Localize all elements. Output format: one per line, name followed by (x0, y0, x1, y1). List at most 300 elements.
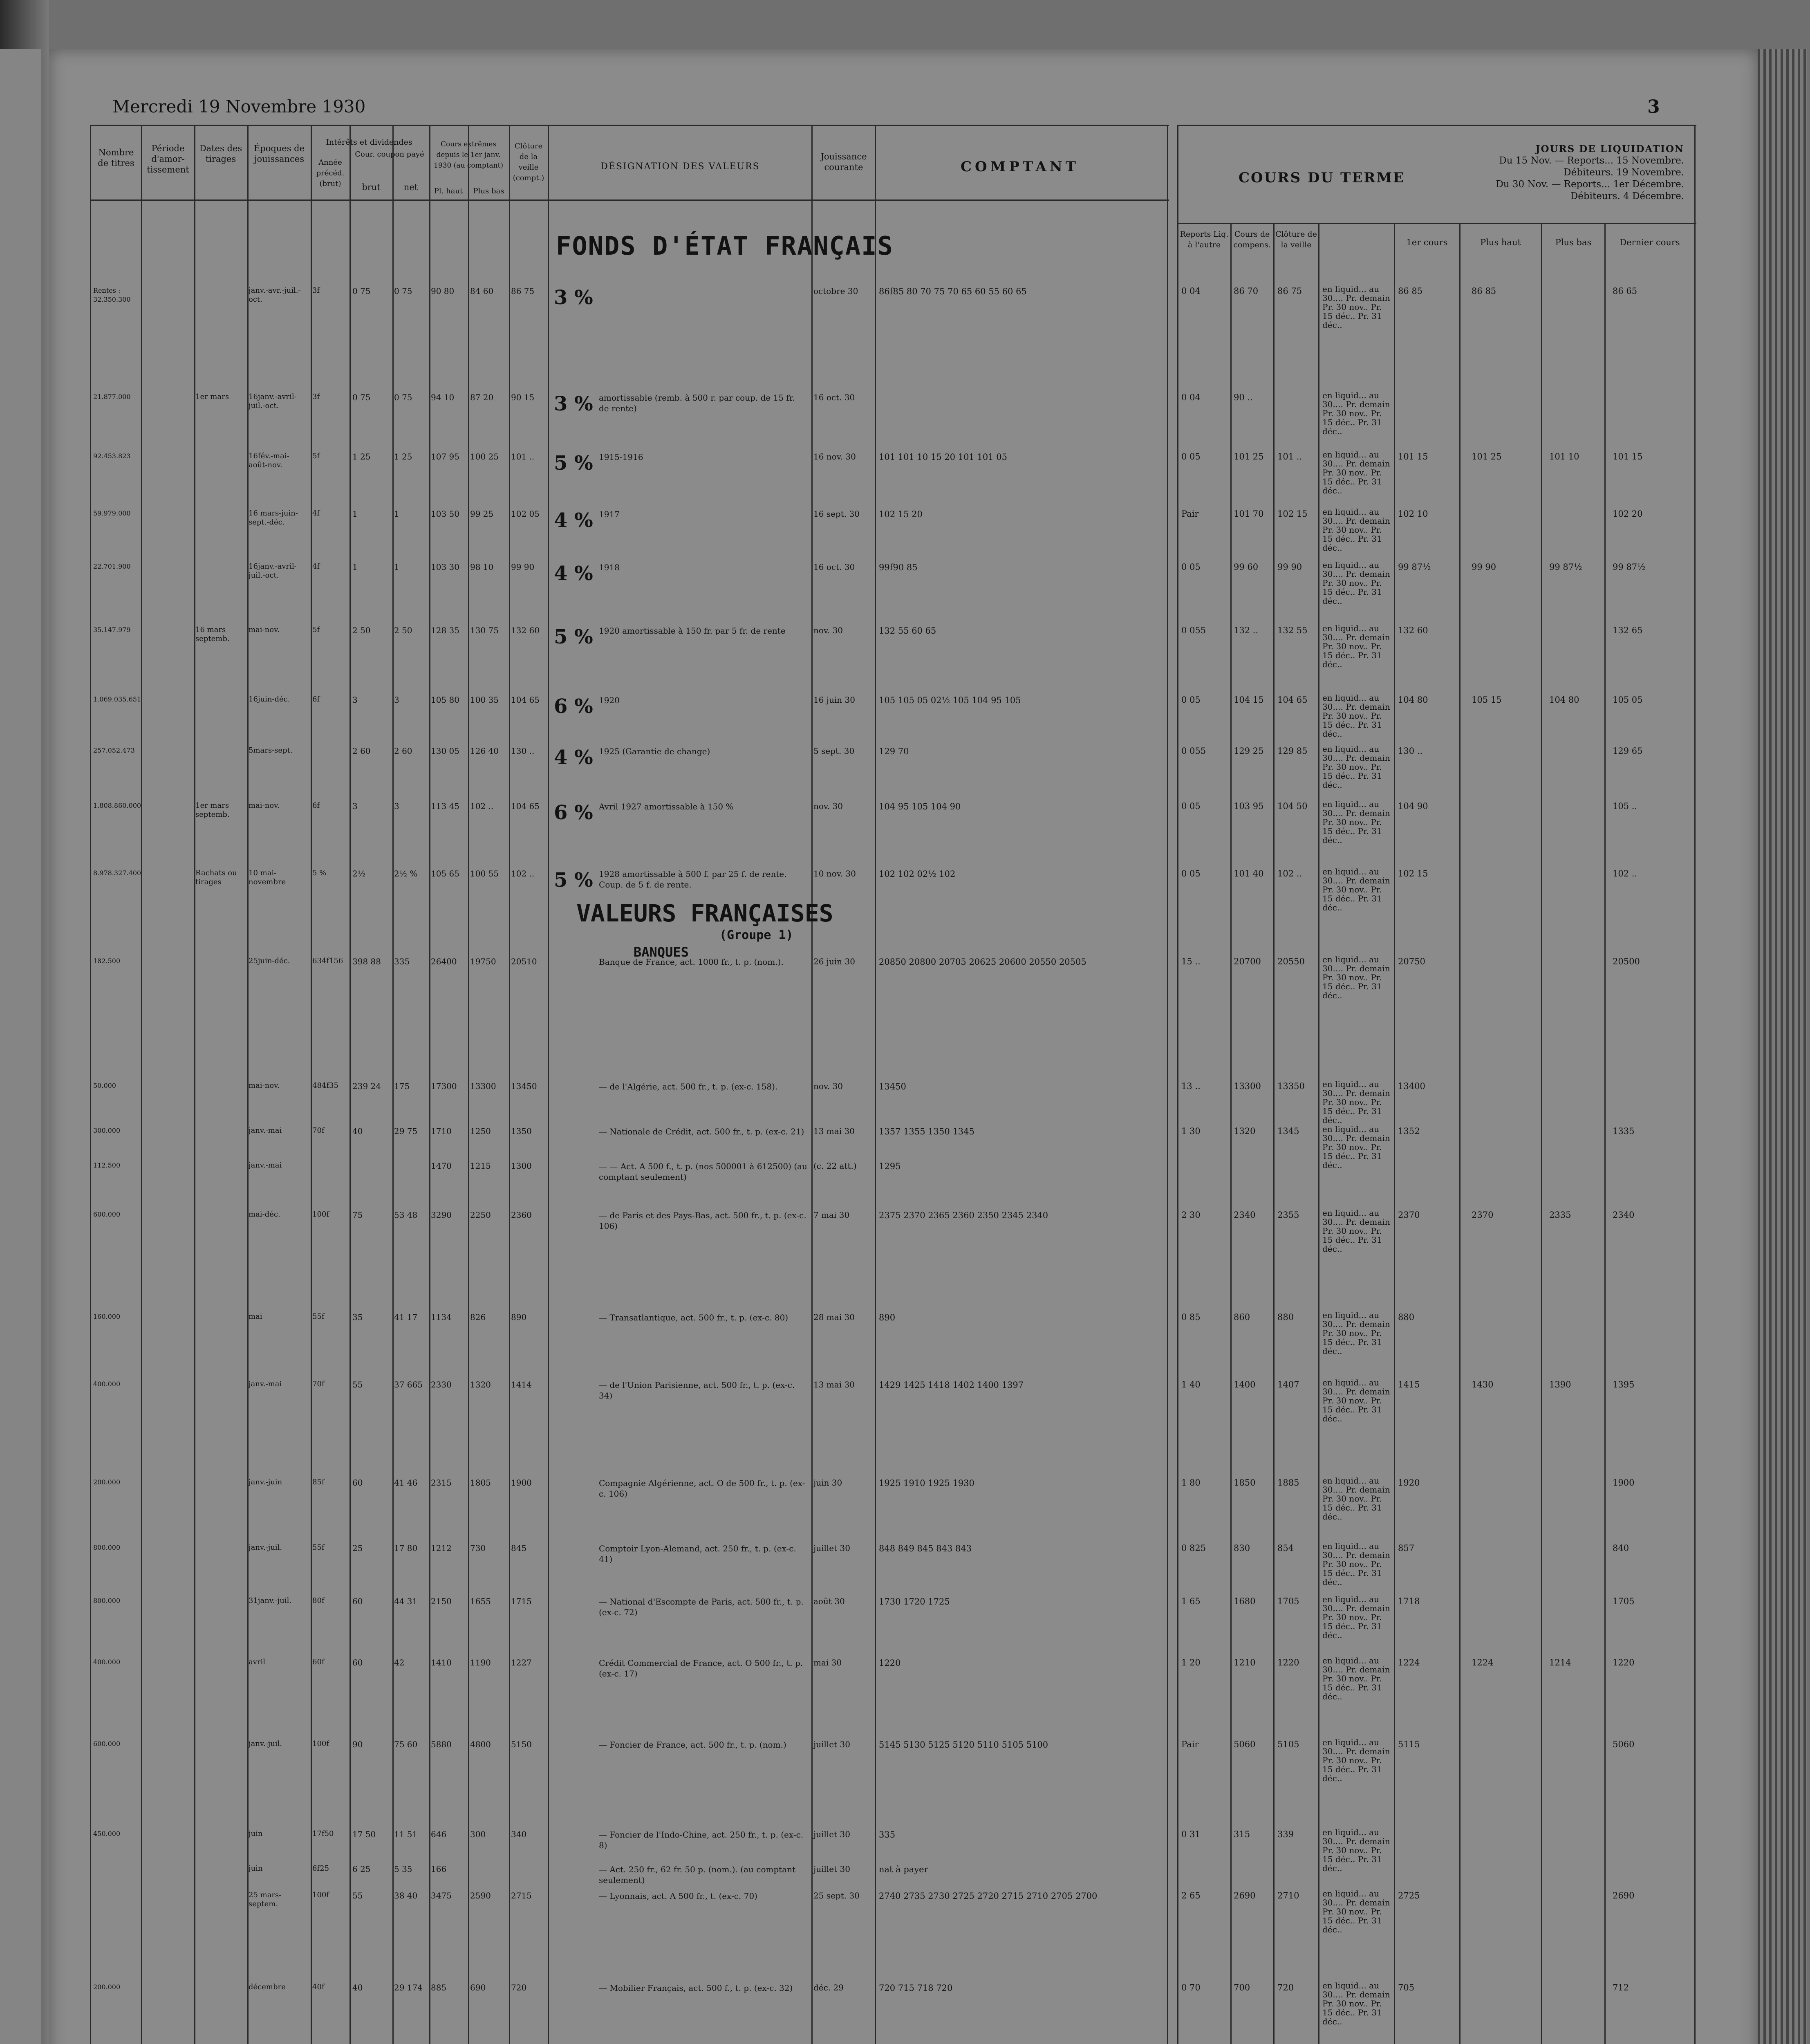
cell-cc: 101 70 (1234, 509, 1264, 519)
col-rule-20 (1541, 223, 1542, 2044)
col-rule-18 (1394, 223, 1395, 2044)
cell-r: 2 30 (1181, 1210, 1201, 1220)
cell-d: — Transatlantique, act. 500 fr., t. p. (ex-c. 80) (599, 1313, 789, 1322)
colhead-plus-haut: Plus haut (1480, 238, 1521, 247)
cell-n: 400.000 (93, 1658, 121, 1666)
cell-e: mai-nov. (249, 1081, 280, 1090)
cell-t: 2½ % (394, 869, 418, 879)
cell-c: 13450 (879, 1082, 906, 1091)
cell-t: 3 (394, 695, 399, 705)
cell-n: 600.000 (93, 1740, 121, 1748)
colhead-cloture: Clôture de la veille (1275, 230, 1317, 249)
cell-v: 104 65 (511, 695, 540, 705)
cell-b: 1 25 (352, 452, 371, 462)
liquidation-labels: en liquid... au 30.... Pr. demain Pr. 30 nov.. Pr. 15 déc.. Pr. 31 déc.. (1322, 1476, 1390, 1522)
cell-t2: 1er mars (195, 392, 229, 401)
liquidation-labels: en liquid... au 30.... Pr. demain Pr. 30 nov.. Pr. 15 déc.. Pr. 31 déc.. (1322, 1981, 1390, 2026)
cell-h: 94 10 (431, 392, 455, 402)
section-banques: BANQUES (634, 944, 689, 960)
cell-a: 484f35 (312, 1081, 338, 1090)
cell-n: 8.978.327.400 (93, 869, 141, 877)
cell-j: 26 juin 30 (813, 957, 855, 966)
liquidation-labels: en liquid... au 30.... Pr. demain Pr. 30 nov.. Pr. 15 déc.. Pr. 31 déc.. (1322, 284, 1390, 330)
cell-j: 16 juin 30 (813, 695, 855, 705)
cell-j: nov. 30 (813, 625, 843, 635)
cell-n: 59.979.000 (93, 509, 131, 517)
cell-b: 40 (352, 1983, 363, 1992)
cell-t: 2 50 (394, 625, 412, 635)
cell-t: 1 (394, 562, 399, 572)
cell-e: 16 mars-juin-sept.-déc. (249, 509, 298, 527)
cell-d: — de Paris et des Pays-Bas, act. 500 fr., t. p. (ex-c. 106) (599, 1210, 806, 1231)
liquidation-labels: en liquid... au 30.... Pr. demain Pr. 30 nov.. Pr. 15 déc.. Pr. 31 déc.. (1322, 623, 1390, 669)
liquidation-labels: en liquid... au 30.... Pr. demain Pr. 30 nov.. Pr. 15 déc.. Pr. 31 déc.. (1322, 1378, 1390, 1423)
liquidation-labels: en liquid... au 30.... Pr. demain Pr. 30 nov.. Pr. 15 déc.. Pr. 31 déc.. (1322, 1310, 1390, 1356)
cell-d: Avril 1927 amortissable à 150 % (599, 802, 734, 811)
cell-j: 13 mai 30 (813, 1380, 855, 1390)
cell-dc: 20500 (1613, 957, 1640, 966)
cell-j: 13 mai 30 (813, 1126, 855, 1136)
cell-h: 128 35 (431, 625, 459, 635)
cell-b: 398 88 (352, 957, 381, 966)
cell-n: 257.052.473 (93, 746, 135, 754)
liquidation-labels: en liquid... au 30.... Pr. demain Pr. 30 nov.. Pr. 15 déc.. Pr. 31 déc.. (1322, 867, 1390, 912)
cell-d: 1920 amortissable à 150 fr. par 5 fr. de rente (599, 626, 786, 636)
cell-n: 800.000 (93, 1597, 121, 1605)
cell-e: 10 mai-novembre (249, 869, 286, 886)
cell-dc: 2340 (1613, 1210, 1635, 1220)
cell-dc: 105 05 (1613, 695, 1643, 705)
colhead-comptant: COMPTANT (961, 159, 1080, 175)
cell-p: 857 (1398, 1543, 1415, 1553)
cell-dc: 102 .. (1613, 869, 1638, 879)
colhead-cours-terme: COURS DU TERME (1239, 170, 1405, 186)
cell-pct: 5 % (554, 869, 593, 892)
cell-j: nov. 30 (813, 1081, 843, 1091)
liquidation-line: Du 30 Nov. — Reports... 1er Décembre. (1496, 179, 1684, 190)
cell-n: 600.000 (93, 1210, 121, 1218)
cell-c: 1925 1910 1925 1930 (879, 1478, 974, 1488)
cell-t: 0 75 (394, 392, 412, 402)
cell-b: 2 60 (352, 746, 371, 756)
cell-j: juillet 30 (813, 1543, 850, 1553)
cell-dc: 1705 (1613, 1596, 1635, 1606)
cell-dc: 102 20 (1613, 509, 1643, 519)
cell-dc: 99 87½ (1613, 562, 1646, 572)
cell-h: 646 (431, 1829, 447, 1839)
cell-h: 1470 (431, 1161, 452, 1171)
cell-e: 16janv.-avril-juil.-oct. (249, 392, 297, 410)
cell-r: 0 70 (1181, 1983, 1201, 1992)
col-rule-11 (811, 125, 813, 2044)
liquidation-labels: en liquid... au 30.... Pr. demain Pr. 30 nov.. Pr. 15 déc.. Pr. 31 déc.. (1322, 1594, 1390, 1640)
cell-j: 28 mai 30 (813, 1312, 855, 1322)
cell-dc: 2690 (1613, 1891, 1635, 1901)
cell-h: 2150 (431, 1596, 452, 1606)
cell-l: 87 20 (470, 392, 494, 402)
cell-d: 1928 amortissable à 500 f. par 25 f. de rente. Coup. de 5 f. de rente. (599, 869, 787, 890)
cell-v: 90 15 (511, 392, 535, 402)
cell-b: 35 (352, 1312, 363, 1322)
colhead-jouissance: Jouissance courante (820, 152, 867, 172)
cell-a: 55f (312, 1543, 325, 1552)
cell-r: 1 20 (1181, 1658, 1201, 1667)
cell-p: 1920 (1398, 1478, 1420, 1488)
cell-cl: 1885 (1277, 1478, 1299, 1488)
cell-dc: 1220 (1613, 1658, 1635, 1667)
cell-p: 13400 (1398, 1081, 1425, 1091)
cell-ph: 2370 (1472, 1210, 1494, 1220)
cell-r: 15 .. (1181, 957, 1201, 966)
cell-e: 16janv.-avril-juil.-oct. (249, 562, 297, 580)
cell-c: 86f85 80 70 75 70 65 60 55 60 65 (879, 287, 1027, 296)
page-edges (1758, 49, 1807, 2044)
cell-b: 0 75 (352, 286, 371, 296)
cell-p: 102 15 (1398, 869, 1428, 879)
cell-b: 55 (352, 1891, 363, 1901)
cell-l: 1805 (470, 1478, 491, 1488)
cell-l: 100 25 (470, 452, 499, 462)
cell-d: 1917 (599, 509, 620, 519)
cell-v: 1414 (511, 1380, 532, 1390)
cell-r: 0 05 (1181, 695, 1201, 705)
colhead-interets: Intérêts et dividendes (326, 138, 412, 147)
cell-h: 105 65 (431, 869, 459, 879)
colhead-net: net (403, 182, 418, 192)
cell-a: 55f (312, 1312, 325, 1321)
cell-e: 16fév.-mai-août-nov. (249, 452, 289, 469)
cell-h: 130 05 (431, 746, 459, 756)
cell-cl: 13350 (1277, 1081, 1305, 1091)
cell-h: 113 45 (431, 801, 459, 811)
col-rule-22 (1694, 125, 1696, 2044)
colhead-nombre: Nombre de titres (98, 148, 134, 168)
cell-l: 84 60 (470, 286, 494, 296)
cell-j: 7 mai 30 (813, 1210, 850, 1220)
cell-n: 1.069.035.651 (93, 695, 141, 703)
cell-cc: 1850 (1234, 1478, 1256, 1488)
cell-j: 25 sept. 30 (813, 1891, 860, 1901)
cell-dc: 1395 (1613, 1380, 1635, 1390)
cell-cc: 132 .. (1234, 625, 1259, 635)
cell-a: 5f (312, 625, 320, 634)
cell-a: 100f (312, 1739, 329, 1748)
cell-b: 1 (352, 562, 358, 572)
cell-p: 104 80 (1398, 695, 1428, 705)
cell-a: 3f (312, 392, 320, 401)
colhead-pl-haut: Pl. haut (434, 187, 463, 195)
cell-a: 6f (312, 695, 320, 704)
cell-h: 105 80 (431, 695, 459, 705)
cell-a: 3f (312, 286, 320, 295)
cell-d: amortissable (remb. à 500 r. par coup. de 15 fr. de rente) (599, 393, 795, 413)
cell-e: décembre (249, 1983, 286, 1991)
cell-v: 1300 (511, 1161, 532, 1171)
cell-cc: 315 (1234, 1829, 1250, 1839)
cell-t: 1 (394, 509, 399, 519)
cell-h: 3475 (431, 1891, 452, 1901)
cell-v: 101 .. (511, 452, 535, 462)
colhead-cours-compens: Cours de compens. (1233, 230, 1271, 249)
cell-cc: 830 (1234, 1543, 1250, 1553)
col-rule-13 (1167, 125, 1168, 2044)
cell-b: 3 (352, 801, 358, 811)
cell-l: 1215 (470, 1161, 491, 1171)
cell-e: janv.-mai (249, 1126, 282, 1135)
cell-e: juin (249, 1829, 263, 1838)
cell-p: 2725 (1398, 1891, 1420, 1901)
cell-p: 20750 (1398, 957, 1425, 966)
cell-ph: 99 90 (1472, 562, 1496, 572)
cell-b: 25 (352, 1543, 363, 1553)
cell-cl: 20550 (1277, 957, 1305, 966)
cell-p: 104 90 (1398, 801, 1428, 811)
cell-a: 4f (312, 562, 320, 571)
cell-b: 17 50 (352, 1829, 376, 1839)
cell-l: 98 10 (470, 562, 494, 572)
cell-b: 75 (352, 1210, 363, 1220)
cell-h: 103 50 (431, 509, 459, 519)
cell-r: 0 05 (1181, 562, 1201, 572)
cell-l: 1250 (470, 1126, 491, 1136)
cell-j: juin 30 (813, 1478, 842, 1488)
cell-h: 2330 (431, 1380, 452, 1390)
cell-c: 104 95 105 104 90 (879, 802, 961, 811)
col-rule-0 (90, 125, 91, 2044)
cell-cl: 854 (1277, 1543, 1294, 1553)
cell-a: 60f (312, 1658, 325, 1666)
cell-l: 2250 (470, 1210, 491, 1220)
cell-j: (c. 22 att.) (813, 1161, 857, 1171)
cell-cc: 90 .. (1234, 392, 1253, 402)
col-rule-21 (1604, 223, 1606, 2044)
cell-dc: 840 (1613, 1543, 1629, 1553)
cell-j: 16 oct. 30 (813, 392, 855, 402)
liquidation-labels: en liquid... au 30.... Pr. demain Pr. 30 nov.. Pr. 15 déc.. Pr. 31 déc.. (1322, 1656, 1390, 1701)
cell-h: 90 80 (431, 286, 455, 296)
cell-n: Rentes : 32.350.300 (93, 287, 131, 303)
cell-e: janv.-juil. (249, 1739, 282, 1748)
cell-t: 53 48 (394, 1210, 418, 1220)
cell-n: 92.453.823 (93, 452, 131, 460)
colhead-annee-preced: Année précéd. (brut) (316, 158, 345, 188)
cell-t2: 1er mars septemb. (195, 801, 230, 819)
cell-c: nat à payer (879, 1865, 928, 1874)
colhead-cloture-veille: Clôture de la veille (compt.) (513, 142, 544, 182)
rule-head-right (1177, 223, 1696, 224)
section-valeurs-francaises: VALEURS FRANÇAISES (576, 899, 833, 927)
liquidation-line: Débiteurs. 4 Décembre. (1570, 191, 1684, 202)
cell-b: 40 (352, 1126, 363, 1136)
cell-h: 1212 (431, 1543, 452, 1553)
liquidation-line: Du 15 Nov. — Reports... 15 Novembre. (1499, 155, 1684, 166)
col-rule-17 (1318, 223, 1319, 2044)
cell-cc: 1320 (1234, 1126, 1256, 1136)
cell-j: juillet 30 (813, 1864, 850, 1874)
cell-c: 2375 2370 2365 2360 2350 2345 2340 (879, 1210, 1048, 1220)
liquidation-labels: en liquid... au 30.... Pr. demain Pr. 30 nov.. Pr. 15 déc.. Pr. 31 déc.. (1322, 1079, 1390, 1125)
cell-l: 1190 (470, 1658, 491, 1667)
cell-c: 129 70 (879, 746, 909, 756)
cell-pct: 6 % (554, 801, 593, 824)
cell-d: — Foncier de France, act. 500 fr., t. p. (nom.) (599, 1740, 786, 1750)
cell-cl: 102 .. (1277, 869, 1302, 879)
cell-dc: 101 15 (1613, 452, 1643, 462)
cell-b: 60 (352, 1658, 363, 1667)
cell-v: 130 .. (511, 746, 535, 756)
cell-n: 300.000 (93, 1127, 121, 1134)
cell-ph: 1224 (1472, 1658, 1494, 1667)
cell-c: 102 102 02½ 102 (879, 869, 956, 879)
cell-c: 99f90 85 (879, 563, 918, 572)
cell-t: 41 46 (394, 1478, 418, 1488)
cell-d: — Act. 250 fr., 62 fr. 50 p. (nom.). (au comptant seulement) (599, 1865, 796, 1885)
cell-l: 2590 (470, 1891, 491, 1901)
cell-j: mai 30 (813, 1658, 842, 1667)
colhead-epoques: Époques de jouissances (253, 143, 305, 164)
cell-c: 890 (879, 1313, 896, 1322)
cell-r: 0 05 (1181, 801, 1201, 811)
cell-n: 50.000 (93, 1082, 116, 1089)
cell-r: 0 05 (1181, 869, 1201, 879)
cell-pct: 5 % (554, 452, 593, 475)
cell-e: janv.-mai (249, 1161, 282, 1170)
cell-j: déc. 29 (813, 1983, 844, 1992)
cell-t2: 16 mars septemb. (195, 625, 230, 643)
cell-cc: 103 95 (1234, 801, 1264, 811)
cell-r: Pair (1181, 1739, 1199, 1749)
cell-pct: 3 % (554, 286, 593, 309)
cell-t: 41 17 (394, 1312, 418, 1322)
colhead-cours-extremes: Cours extrêmes depuis le 1er janv. 1930 (au comptant) (434, 140, 503, 170)
cell-b: 60 (352, 1478, 363, 1488)
cell-cc: 860 (1234, 1312, 1250, 1322)
cell-a: 4f (312, 509, 320, 518)
cell-l: 690 (470, 1983, 486, 1992)
cell-dc: 129 65 (1613, 746, 1643, 756)
cell-cc: 1400 (1234, 1380, 1256, 1390)
cell-n: 182.500 (93, 957, 121, 965)
cell-v: 845 (511, 1543, 527, 1553)
cell-v: 1900 (511, 1478, 532, 1488)
cell-pct: 4 % (554, 746, 593, 769)
cell-l: 1320 (470, 1380, 491, 1390)
cell-a: 40f (312, 1983, 325, 1991)
liquidation-labels: en liquid... au 30.... Pr. demain Pr. 30 nov.. Pr. 15 déc.. Pr. 31 déc.. (1322, 1208, 1390, 1254)
cell-pct: 5 % (554, 625, 593, 648)
cell-cl: 720 (1277, 1983, 1294, 1992)
col-rule-7 (429, 125, 430, 2044)
cell-r: 0 825 (1181, 1543, 1206, 1553)
col-rule-6 (392, 125, 394, 2044)
cell-j: 10 nov. 30 (813, 869, 856, 879)
cell-h: 103 30 (431, 562, 459, 572)
cell-l: 100 55 (470, 869, 499, 879)
cell-l: 13300 (470, 1081, 496, 1091)
cell-cc: 129 25 (1234, 746, 1264, 756)
cell-b: 60 (352, 1596, 363, 1606)
cell-ph: 86 85 (1472, 286, 1496, 296)
cell-d: Banque de France, act. 1000 fr., t. p. (nom.). (599, 957, 784, 967)
colhead-plus-bas-terme: Plus bas (1555, 238, 1592, 247)
cell-h: 885 (431, 1983, 447, 1992)
cell-l: 126 40 (470, 746, 499, 756)
cell-j: octobre 30 (813, 286, 858, 296)
liquidation-title: JOURS DE LIQUIDATION (1535, 143, 1684, 155)
cell-cl: 1220 (1277, 1658, 1299, 1667)
cell-cl: 129 85 (1277, 746, 1308, 756)
cell-d: — — Act. A 500 f., t. p. (nos 500001 à 612500) (au comptant seulement) (599, 1161, 807, 1182)
cell-t: 17 80 (394, 1543, 418, 1553)
cell-p: 102 10 (1398, 509, 1428, 519)
cell-ph: 105 15 (1472, 695, 1502, 705)
cell-a: 70f (312, 1380, 325, 1388)
cell-p: 1352 (1398, 1126, 1420, 1136)
cell-e: 16juin-déc. (249, 695, 290, 704)
cell-b: 0 75 (352, 392, 371, 402)
cell-h: 107 95 (431, 452, 459, 462)
cell-v: 13450 (511, 1081, 537, 1091)
cell-pct: 3 % (554, 392, 593, 415)
page-number: 3 (1647, 96, 1660, 117)
liquidation-labels: en liquid... au 30.... Pr. demain Pr. 30 nov.. Pr. 15 déc.. Pr. 31 déc.. (1322, 390, 1390, 436)
cell-t: 11 51 (394, 1829, 418, 1839)
cell-l: 100 35 (470, 695, 499, 705)
cell-j: août 30 (813, 1596, 845, 1606)
cell-p: 705 (1398, 1983, 1415, 1992)
cell-b: 90 (352, 1739, 363, 1749)
cell-b: 1 (352, 509, 358, 519)
cell-l: 19750 (470, 957, 496, 966)
cell-e: 31janv.-juil. (249, 1596, 292, 1605)
colhead-dernier-cours: Dernier cours (1620, 238, 1680, 247)
cell-pb: 1390 (1549, 1380, 1571, 1390)
cell-d: — Nationale de Crédit, act. 500 fr., t. p. (ex-c. 21) (599, 1127, 804, 1136)
cell-p: 101 15 (1398, 452, 1428, 462)
cell-t: 2 60 (394, 746, 412, 756)
cell-b: 2 50 (352, 625, 371, 635)
rule-head-mid (548, 199, 1169, 201)
cell-pct: 4 % (554, 509, 593, 532)
cell-cc: 1210 (1234, 1658, 1256, 1667)
cell-t: 3 (394, 801, 399, 811)
liquidation-labels: en liquid... au 30.... Pr. demain Pr. 30 nov.. Pr. 15 déc.. Pr. 31 déc.. (1322, 1889, 1390, 1934)
cell-v: 86 75 (511, 286, 535, 296)
cell-j: juillet 30 (813, 1739, 850, 1749)
colhead-reports: Reports Liq. à l'autre (1180, 230, 1229, 249)
cell-c: 1730 1720 1725 (879, 1597, 950, 1607)
cell-v: 20510 (511, 957, 537, 966)
cell-t: 5 35 (394, 1864, 412, 1874)
cell-pct: 6 % (554, 695, 593, 718)
cell-t2: Rachats ou tirages (195, 869, 237, 886)
cell-cl: 99 90 (1277, 562, 1302, 572)
col-rule-14 (1177, 125, 1178, 2044)
colhead-premier-cours: 1er cours (1406, 238, 1448, 247)
cell-dc: 5060 (1613, 1739, 1635, 1749)
cell-h: 17300 (431, 1081, 457, 1091)
cell-cl: 1407 (1277, 1380, 1299, 1390)
cell-v: 132 60 (511, 625, 540, 635)
cell-d: — Foncier de l'Indo-Chine, act. 250 fr., t. p. (ex-c. 8) (599, 1830, 804, 1850)
cell-c: 720 715 718 720 (879, 1983, 953, 1993)
cell-d: — Mobilier Français, act. 500 f., t. p. (ex-c. 32) (599, 1983, 793, 1993)
liquidation-labels: en liquid... au 30.... Pr. demain Pr. 30 nov.. Pr. 15 déc.. Pr. 31 déc.. (1322, 693, 1390, 739)
colhead-plus-bas: Plus bas (473, 187, 504, 195)
cell-t: 1 25 (394, 452, 412, 462)
cell-cc: 99 60 (1234, 562, 1259, 572)
cell-c: 335 (879, 1830, 896, 1840)
